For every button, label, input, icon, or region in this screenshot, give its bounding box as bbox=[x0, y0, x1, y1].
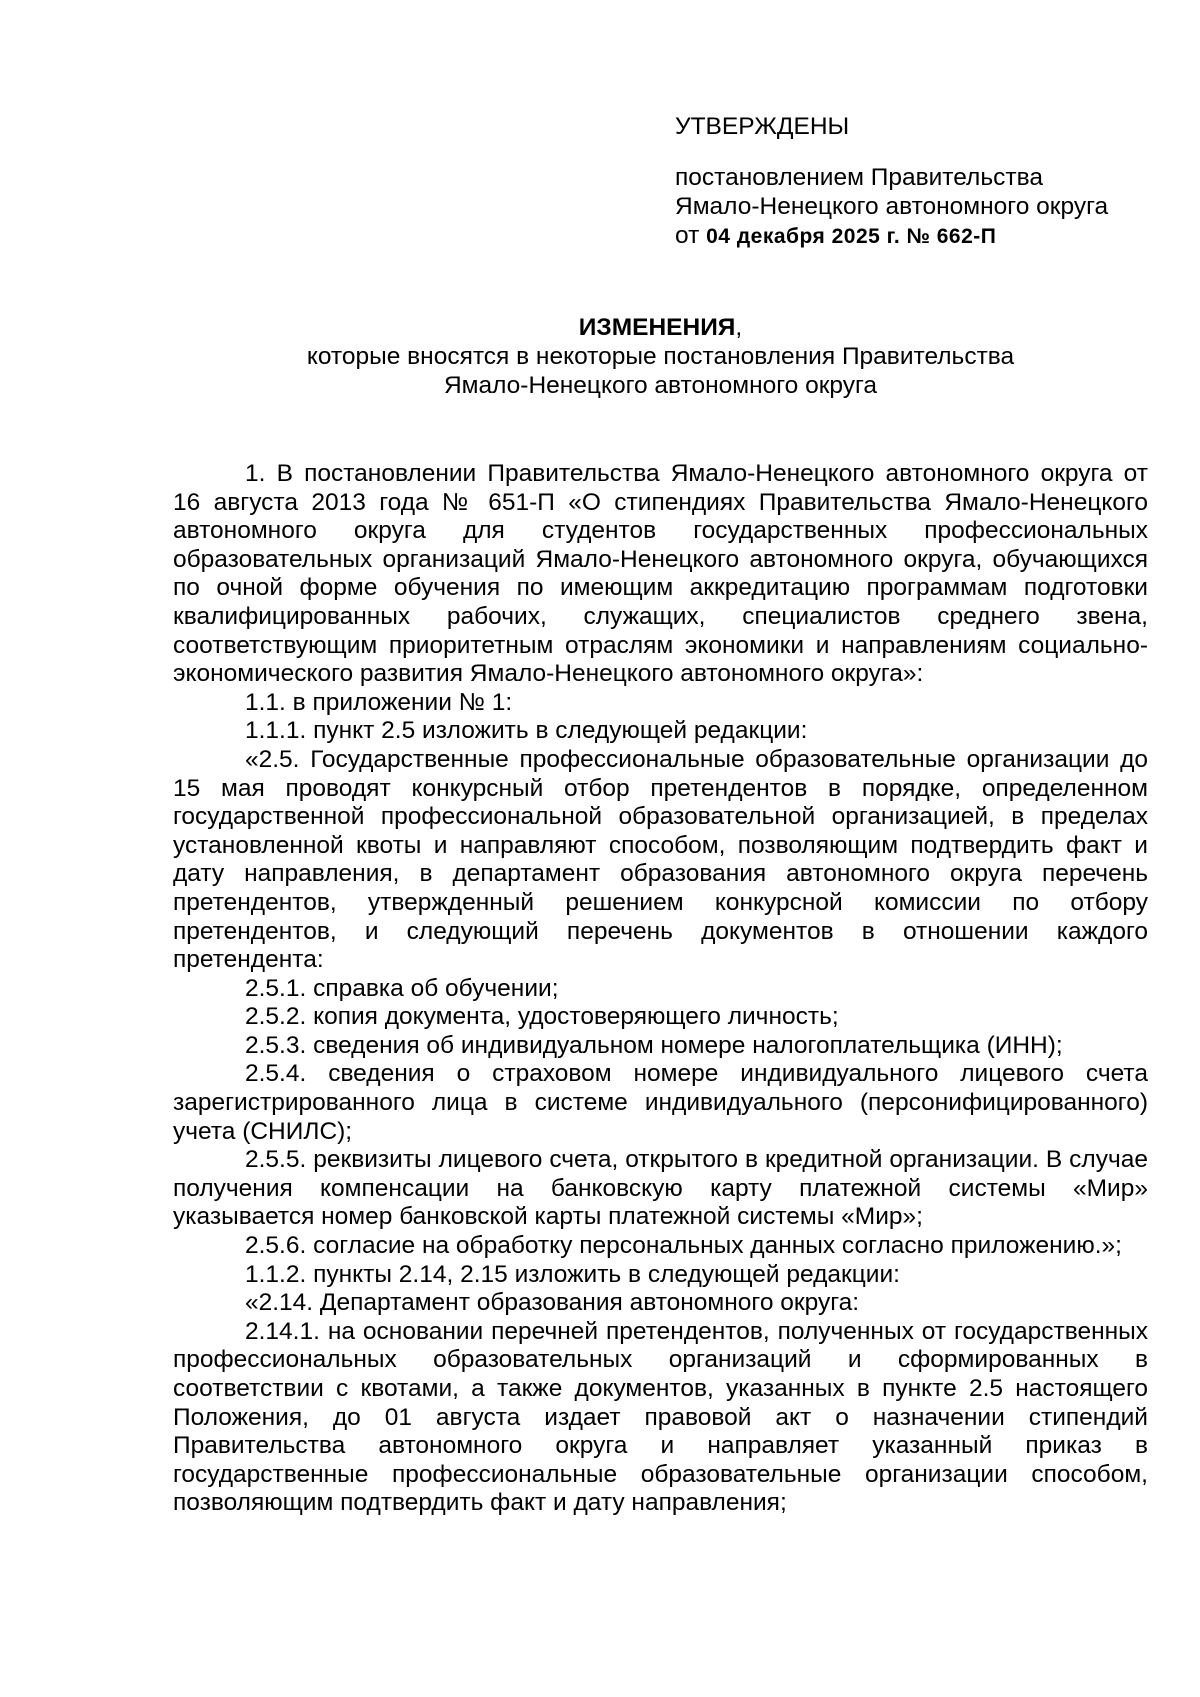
document-title: ИЗМЕНЕНИЯ bbox=[578, 314, 736, 341]
paragraph-2-14: «2.14. Департамент образования автономного округа: bbox=[245, 1289, 860, 1317]
approval-date-prefix: от bbox=[675, 222, 700, 249]
document-subtitle-line-2: Ямало-Ненецкого автономного округа bbox=[443, 372, 878, 399]
paragraph-2-14-1: 2.14.1. на основании перечней претендентов, полученных от государственных профессиональных образовательных организаций и сформированных в соответствии с квотами, а также документов, указанных в пункте 2.5 настоящего Положения, до 01 августа издает правовой акт о назначении стипендий Правительства автономного округа и направляет указанный приказ в государственные профессиональные образовательные организации способом, позволяющим подтвердить факт и дату направления; bbox=[173, 1317, 1148, 1517]
document-body bbox=[173, 460, 1148, 1518]
paragraph-2-5-2: 2.5.2. копия документа, удостоверяющего личность; bbox=[245, 1003, 839, 1031]
document-title-line bbox=[173, 313, 1148, 342]
paragraph-1: 1. В постановлении Правительства Ямало-Ненецкого автономного округа от 16 августа 2013 года № 651-П «О стипендиях Правительства Ямало-Ненецкого автономного округа для студентов государственных профессиональных образовательных организаций Ямало-Ненецкого автономного округа, обучающихся по очной форме обучения по имеющим аккредитацию программам подготовки квалифицированных рабочих, служащих, специалистов среднего звена, соответствующим приоритетным отраслям экономики и направлениям социально-экономического развития Ямало-Ненецкого автономного округа»: bbox=[173, 460, 1148, 688]
paragraph-1-1: 1.1. в приложении № 1: bbox=[245, 688, 513, 716]
paragraph-1-1-2: 1.1.2. пункты 2.14, 2.15 изложить в следующей редакции: bbox=[245, 1260, 900, 1288]
document-title-comma: , bbox=[735, 314, 743, 341]
paragraph-2-5-6: 2.5.6. согласие на обработку персональных данных согласно приложению.»; bbox=[245, 1232, 1122, 1260]
paragraph-2-5-5: 2.5.5. реквизиты лицевого счета, открытого в кредитной организации. В случае получения компенсации на банковскую карту платежной системы «Мир» указывается номер банковской карты платежной системы «Мир»; bbox=[173, 1146, 1148, 1231]
approval-line-2: Ямало-Ненецкого автономного округа bbox=[675, 193, 1109, 220]
document-reference: 04 декабря 2025 г. № 662-П bbox=[706, 225, 997, 248]
document-title-block bbox=[173, 313, 1148, 400]
approval-heading: УТВЕРЖДЕНЫ bbox=[675, 113, 850, 140]
document-subtitle-line-1: которые вносятся в некоторые постановления Правительства bbox=[306, 343, 1015, 370]
approval-date-line bbox=[675, 221, 1175, 251]
approval-block bbox=[675, 112, 1175, 251]
paragraph-2-5: «2.5. Государственные профессиональные образовательные организации до 15 мая проводят конкурсный отбор претендентов в порядке, определенном государственной профессиональной образовательной организацией, в пределах установленной квоты и направляют способом, позволяющим подтвердить факт и дату направления, в департамент образования автономного округа перечень претендентов, утвержденный решением конкурсной комиссии по отбору претендентов, и следующий перечень документов в отношении каждого претендента: bbox=[173, 745, 1148, 974]
paragraph-2-5-4: 2.5.4. сведения о страховом номере индивидуального лицевого счета зарегистрированного лица в системе индивидуального (персонифицированного) учета (СНИЛС); bbox=[173, 1060, 1148, 1145]
paragraph-2-5-1: 2.5.1. справка об обучении; bbox=[245, 974, 559, 1002]
paragraph-2-5-3: 2.5.3. сведения об индивидуальном номере налогоплательщика (ИНН); bbox=[245, 1031, 1063, 1059]
approval-line-1: постановлением Правительства bbox=[675, 164, 1043, 191]
paragraph-1-1-1: 1.1.1. пункт 2.5 изложить в следующей редакции: bbox=[245, 717, 808, 745]
